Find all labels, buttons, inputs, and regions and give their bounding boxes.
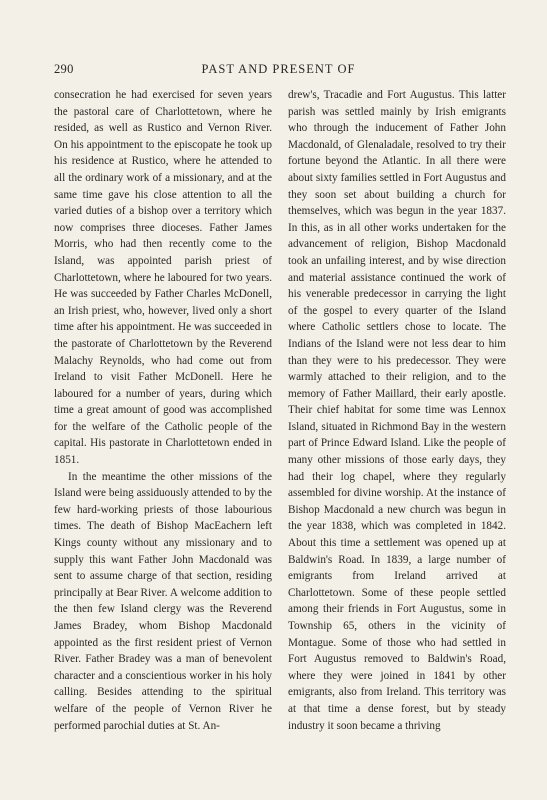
running-head: PAST AND PRESENT OF [201, 62, 356, 76]
left-paragraph-1: consecration he had exercised for seven years the pastoral care of Charlottetown, where he resided, as well as Rustico and Vernon River. On his appointment to the episcopate he took up his residence at Rustico, where he attended to all the ordinary work of a missionary, and at the same time gave his close attention to all the varied duties of a bishop over a territory which now comprises three dioceses. Father James Morris, who had then recently come to the Island, was appointed parish priest of Charlottetown, where he laboured for two years. He was succeeded by Father Charles McDonell, an Irish priest, who, however, lived only a short time after his appointment. He was succeeded in the pastorate of Charlottetown by the Reverend Malachy Reynolds, who had come out from Ireland to visit Father McDonell. Here he laboured for a number of years, during which time a great amount of good was accomplished for the welfare of the Catholic people of the capital. His pastorate in Charlottetown ended in 1851. [54, 89, 272, 467]
left-paragraph-2: In the meantime the other missions of the Island were being assiduously attended to by the few hard-working priests of those labourious times. The death of Bishop MacEachern left Kings county without any missionary and to supply this want Father John Macdonald was sent to assume charge of that section, residing principally at Bear River. A welcome addition to the then few Island clergy was the Reverend James Bradey, whom Bishop Macdonald appointed as the first resident priest of Vernon River. Father Bradey was a man of benevolent character and a conscientious worker in his holy calling. Besides attending to the spiritual welfare of the people of Vernon River he performed parochial duties at St. An- [54, 470, 272, 732]
right-paragraph-1: drew's, Tracadie and Fort Augustus. This latter parish was settled mainly by Irish emigrants who through the inducement of Father John Macdonald, of Glenaladale, resolved to try their fortune beyond the Atlantic. In all there were about sixty families settled in Fort Augustus and they soon set about building a church for themselves, which was begun in the year 1837. In this, as in all other works undertaken for the advancement of religion, Bishop Macdonald took an unfailing interest, and by wise direction and material assistance continued the work of his venerable predecessor in carrying the light of the gospel to every quarter of the Island where Catholic settlers chose to locate. The Indians of the Island were not less dear to him than they were to his predecessor. They were warmly attached to their religion, and to the memory of Father Maillard, their early apostle. Their chief habitat for some time was Lennox Island, situated in Richmond Bay in the western part of Prince Edward Island. Like the people of many other missions of those early days, they had their log chapel, where they regularly assembled for divine worship. At the instance of Bishop Macdonald a new church was begun in the year 1838, which was completed in 1842. About this time a settlement was opened up at Baldwin's Road. In 1839, a large number of emigrants from Ireland arrived at Charlottetown. Some of these people settled among their friends in Fort Augustus, some in Township 65, others in the vicinity of Montague. Some of those who had settled in Fort Augustus removed to Baldwin's Road, where they were joined in 1841 by other emigrants, also from Ireland. This territory was at that time a dense forest, but by steady industry it soon became a thriving [288, 89, 506, 732]
page-number: 290 [54, 62, 74, 76]
page-header [54, 62, 503, 78]
right-column [288, 87, 506, 734]
left-column [54, 87, 272, 734]
